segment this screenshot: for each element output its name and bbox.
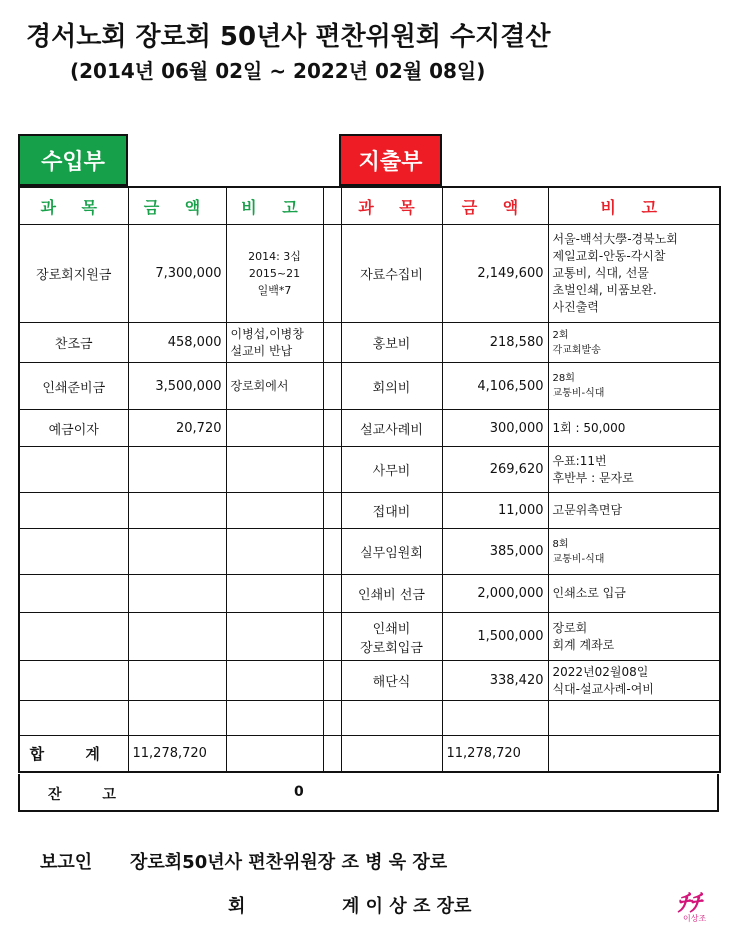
expense-note: 1회 : 50,000 <box>548 410 720 447</box>
document-period: (2014년 06월 02일 ~ 2022년 02월 08일) <box>70 59 486 83</box>
expense-note: 28회 교통비-식대 <box>548 363 720 410</box>
income-amount <box>128 661 226 701</box>
stamp-mark: ﾁﾁ <box>677 888 701 917</box>
income-note: 이병섭,이병창 설교비 반납 <box>226 323 323 363</box>
income-item: 장로회지원금 <box>19 225 128 323</box>
column-gap <box>323 323 341 363</box>
income-item: 예금이자 <box>19 410 128 447</box>
expense-amount: 300,000 <box>442 410 548 447</box>
income-amount <box>128 529 226 575</box>
totals-empty <box>548 736 720 772</box>
expense-amount: 269,620 <box>442 447 548 493</box>
expense-note: 우표:11번 후반부 : 문자로 <box>548 447 720 493</box>
expense-amount: 218,580 <box>442 323 548 363</box>
ledger-row <box>19 529 720 575</box>
ledger-row <box>19 661 720 701</box>
income-amount <box>128 493 226 529</box>
expense-amount: 338,420 <box>442 661 548 701</box>
expense-amount: 385,000 <box>442 529 548 575</box>
expense-item-header: 과 목 <box>341 187 442 225</box>
expense-item <box>341 701 442 736</box>
totals-label: 합 계 <box>19 736 128 772</box>
column-gap <box>323 613 341 661</box>
stamp-name: 이상조 <box>683 914 707 923</box>
income-amount <box>128 701 226 736</box>
income-amount: 458,000 <box>128 323 226 363</box>
income-note <box>226 410 323 447</box>
ledger-row <box>19 447 720 493</box>
column-gap <box>323 493 341 529</box>
income-item-header: 과 목 <box>19 187 128 225</box>
income-note-header: 비 고 <box>226 187 323 225</box>
income-item <box>19 661 128 701</box>
expense-item: 홍보비 <box>341 323 442 363</box>
expense-section-label: 지출부 <box>339 134 442 186</box>
column-gap <box>323 447 341 493</box>
expense-note: 2회 각교회발송 <box>548 323 720 363</box>
totals-empty <box>226 736 323 772</box>
ledger-row <box>19 225 720 323</box>
income-item <box>19 447 128 493</box>
income-amount: 7,300,000 <box>128 225 226 323</box>
expense-amount: 1,500,000 <box>442 613 548 661</box>
expense-total: 11,278,720 <box>442 736 548 772</box>
ledger-row <box>19 410 720 447</box>
expense-note: 2022년02월08일 식대-설교사례-여비 <box>548 661 720 701</box>
treasurer-label: 회 <box>228 896 246 917</box>
header-row <box>19 187 720 225</box>
income-note <box>226 529 323 575</box>
expense-item: 인쇄비 장로회입금 <box>341 613 442 661</box>
income-note <box>226 701 323 736</box>
income-item <box>19 613 128 661</box>
balance-row <box>18 774 719 812</box>
expense-note-header: 비 고 <box>548 187 720 225</box>
income-note <box>226 661 323 701</box>
expense-item: 회의비 <box>341 363 442 410</box>
income-amount: 20,720 <box>128 410 226 447</box>
expense-item: 실무임원회 <box>341 529 442 575</box>
income-amount-header: 금 액 <box>128 187 226 225</box>
expense-item: 설교사례비 <box>341 410 442 447</box>
expense-note: 장로회 회계 계좌로 <box>548 613 720 661</box>
income-item <box>19 529 128 575</box>
column-gap <box>323 225 341 323</box>
expense-note: 서울-백석大學-경북노회 제일교회-안동-각시찰 교통비, 식대, 선물 초벌인쇄, 비품보완. 사진출력 <box>548 225 720 323</box>
expense-amount <box>442 701 548 736</box>
income-total: 11,278,720 <box>128 736 226 772</box>
document-title: 경서노회 장로회 50년사 편찬위원회 수지결산 <box>26 22 551 52</box>
ledger-row <box>19 493 720 529</box>
income-note <box>226 575 323 613</box>
reporter-name: 장로회50년사 편찬위원장 조 병 욱 장로 <box>130 852 448 873</box>
column-gap <box>323 661 341 701</box>
column-gap <box>323 363 341 410</box>
column-gap <box>323 575 341 613</box>
column-gap <box>323 529 341 575</box>
ledger-row <box>19 575 720 613</box>
treasurer-name: 계 이 상 조 장로 <box>342 896 472 917</box>
expense-item: 사무비 <box>341 447 442 493</box>
income-note: 장로회에서 <box>226 363 323 410</box>
expense-item: 해단식 <box>341 661 442 701</box>
ledger-table <box>18 186 721 773</box>
totals-empty <box>341 736 442 772</box>
expense-note: 8회 교통비-식대 <box>548 529 720 575</box>
reporter-label: 보고인 <box>40 852 93 873</box>
totals-row <box>19 736 720 772</box>
expense-note: 인쇄소로 입금 <box>548 575 720 613</box>
balance-label: 잔 고 <box>48 787 134 803</box>
expense-amount-header: 금 액 <box>442 187 548 225</box>
income-note <box>226 447 323 493</box>
ledger-row <box>19 363 720 410</box>
expense-amount: 2,000,000 <box>442 575 548 613</box>
income-item <box>19 575 128 613</box>
income-section-label: 수입부 <box>18 134 128 186</box>
ledger-row <box>19 323 720 363</box>
income-item <box>19 493 128 529</box>
income-note <box>226 613 323 661</box>
expense-note: 고문위촉면담 <box>548 493 720 529</box>
income-item <box>19 701 128 736</box>
expense-item: 자료수집비 <box>341 225 442 323</box>
income-item: 인쇄준비금 <box>19 363 128 410</box>
income-amount <box>128 447 226 493</box>
income-item: 찬조금 <box>19 323 128 363</box>
column-gap <box>323 736 341 772</box>
ledger-row <box>19 613 720 661</box>
expense-amount: 4,106,500 <box>442 363 548 410</box>
column-gap <box>323 187 341 225</box>
signature-stamp <box>673 883 719 925</box>
column-gap <box>323 701 341 736</box>
expense-item: 접대비 <box>341 493 442 529</box>
income-amount <box>128 575 226 613</box>
expense-amount: 11,000 <box>442 493 548 529</box>
income-note <box>226 493 323 529</box>
income-note: 2014: 3십 2015~21 일백*7 <box>226 225 323 323</box>
column-gap <box>323 410 341 447</box>
balance-value: 0 <box>294 784 304 800</box>
expense-item: 인쇄비 선금 <box>341 575 442 613</box>
income-amount: 3,500,000 <box>128 363 226 410</box>
income-amount <box>128 613 226 661</box>
expense-amount: 2,149,600 <box>442 225 548 323</box>
ledger-row <box>19 701 720 736</box>
expense-note <box>548 701 720 736</box>
